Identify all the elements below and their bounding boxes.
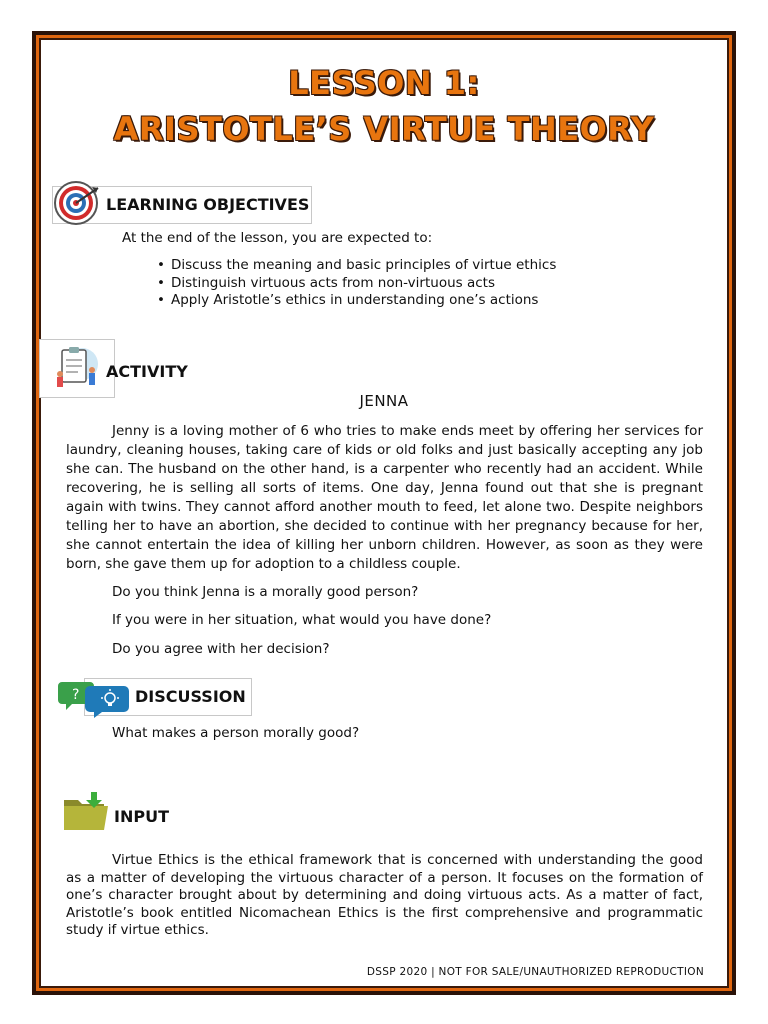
- activity-question: Do you agree with her decision?: [112, 641, 330, 657]
- activity-heading: ACTIVITY: [106, 362, 188, 381]
- footer-note: DSSP 2020 | NOT FOR SALE/UNAUTHORIZED REPRODUCTION: [366, 966, 704, 978]
- lesson-title: ARISTOTLE’S VIRTUE THEORY: [113, 110, 655, 148]
- objective-item: • Apply Aristotle’s ethics in understanding one’s actions: [157, 292, 556, 310]
- story-title: JENNA: [359, 392, 409, 410]
- discussion-heading: DISCUSSION: [135, 687, 246, 706]
- svg-text:?: ?: [72, 687, 80, 703]
- activity-question: Do you think Jenna is a morally good person?: [112, 584, 419, 600]
- objectives-intro: At the end of the lesson, you are expected to:: [122, 230, 433, 246]
- objective-item: • Distinguish virtuous acts from non-virtuous acts: [157, 275, 556, 293]
- input-paragraph: Virtue Ethics is the ethical framework that is concerned with understanding the good as a matter of developing the virtuous character of a person. It focuses on the formation of one’s character brought about by determining and doing virtuous acts. As a matter of fact, Aristotle’s book entitled Nicomachean Ethics is the first comprehensive and programmatic study if virtue ethics.: [66, 852, 703, 938]
- target-icon: [52, 178, 102, 228]
- objectives-list: [157, 257, 556, 310]
- objectives-heading: LEARNING OBJECTIVES: [106, 195, 310, 214]
- objective-item: • Discuss the meaning and basic principles of virtue ethics: [157, 257, 556, 275]
- discussion-question: What makes a person morally good?: [112, 725, 360, 741]
- clipboard-people-icon: [52, 344, 102, 392]
- lesson-number: LESSON 1:: [288, 64, 480, 102]
- input-heading: INPUT: [114, 807, 169, 826]
- story-paragraph: Jenny is a loving mother of 6 who tries to make ends meet by offering her services for laundry, cleaning houses, taking care of kids or old folks and just basically accepting any job she can. The husband on the other hand, is a carpenter who recently had an accident. While recovering, he is selling all sorts of items. One day, Jenna found out that she is pregnant again with twins. They cannot afford another mouth to feed, let alone two. Despite neighbors telling her to have an abortion, she decided to continue with her pregnancy because for her, she cannot entertain the idea of killing her unborn children. However, as soon as they were born, she gave them up for adoption to a childless couple.: [66, 423, 703, 572]
- activity-question: If you were in her situation, what would you have done?: [112, 612, 492, 628]
- folder-download-icon: [62, 790, 110, 832]
- speech-bubbles-icon: [58, 678, 134, 718]
